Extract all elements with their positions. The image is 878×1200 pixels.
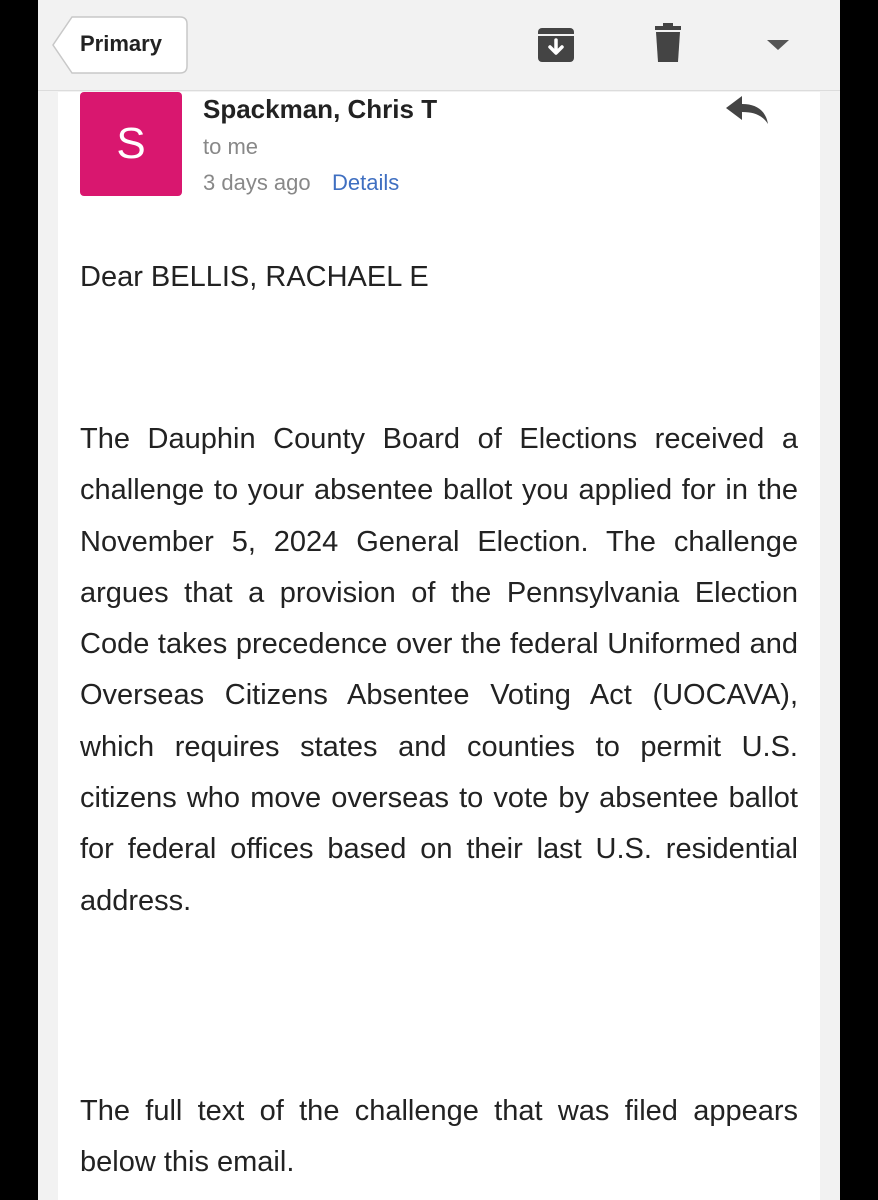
details-link[interactable]: Details	[332, 170, 400, 195]
sender-name: Spackman, Chris T	[203, 94, 438, 124]
toolbar	[38, 0, 840, 91]
recipient-label: to me	[203, 134, 259, 159]
email-paragraph-1: The Dauphin County Board of Elections received a challenge to your absentee ballot you applied for in the November 5, 2024 General Election. The challenge argues that a provision of the Pennsylvania Election Code takes precedence over the federal Uniformed and Overseas Citizens Absentee Voting Act (UOCAVA), which requires states and counties to permit U.S. citizens who move overseas to vote by absentee ballot for federal offices based on their last U.S. residential address.	[80, 423, 798, 917]
trash-icon[interactable]	[646, 22, 690, 66]
email-screen	[38, 0, 840, 1200]
avatar[interactable]: S	[80, 92, 182, 196]
chevron-down-icon[interactable]	[756, 22, 800, 66]
message-card	[58, 92, 820, 1200]
reply-icon[interactable]	[722, 92, 772, 128]
back-button[interactable]	[52, 16, 188, 72]
email-paragraph-2: The full text of the challenge that was filed appears below this email.	[80, 1095, 798, 1179]
timestamp: 3 days ago	[203, 170, 311, 195]
archive-icon[interactable]	[534, 22, 578, 66]
back-button-label: Primary	[80, 31, 162, 56]
email-greeting: Dear BELLIS, RACHAEL E	[80, 261, 429, 293]
